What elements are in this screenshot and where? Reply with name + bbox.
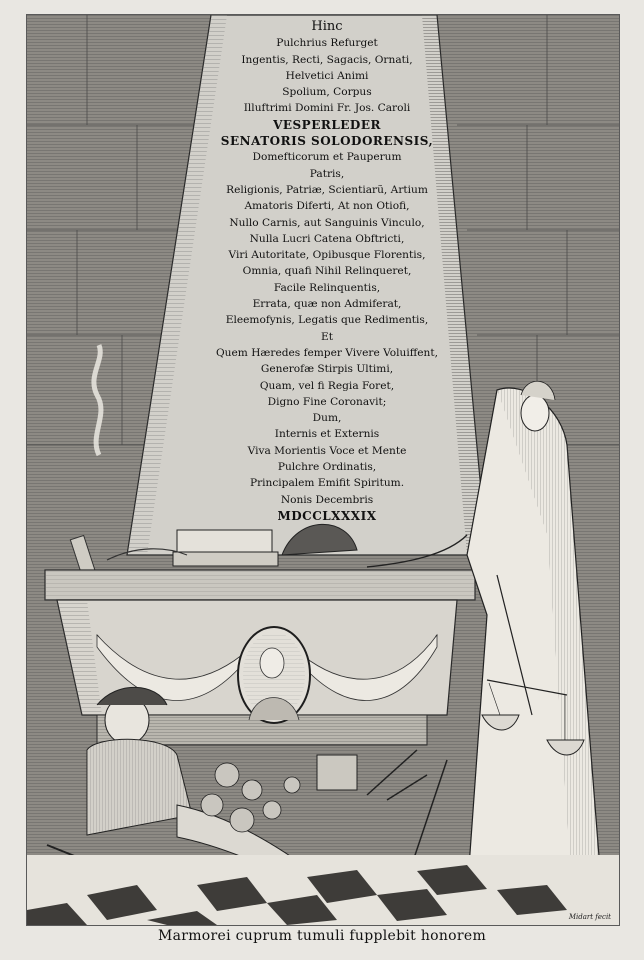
checkered-floor bbox=[27, 855, 619, 925]
inscription-line: Errata, quæ non Admiferat, bbox=[252, 298, 402, 311]
tools bbox=[317, 755, 357, 790]
inscription-line: Pulchrius Refurget bbox=[276, 37, 378, 50]
inscription-line: Internis et Externis bbox=[274, 428, 380, 441]
inscription-line: Et bbox=[321, 330, 333, 343]
engraver-signature: Midart fecit bbox=[568, 913, 611, 921]
inscription-line: Hinc bbox=[311, 19, 343, 34]
inscription-line: Principalem Emifit Spiritum. bbox=[249, 477, 405, 490]
inscription-line: Generofæ Stirpis Ultimi, bbox=[260, 363, 394, 376]
inscription-line: Viva Morientis Voce et Mente bbox=[247, 444, 407, 457]
inscription-line: SENATORIS SOLODORENSIS, bbox=[220, 134, 434, 149]
inscription-line: Nullo Carnis, aut Sanguinis Vinculo, bbox=[229, 216, 425, 229]
epitaph-inscription bbox=[177, 19, 477, 524]
inscription-line: Nonis Decembris bbox=[280, 493, 374, 506]
inscription-line: Pulchre Ordinatis, bbox=[277, 461, 377, 474]
inscription-line: Illuftrimi Domini Fr. Jos. Caroli bbox=[243, 102, 411, 115]
inscription-line: Domefticorum et Pauperum bbox=[252, 151, 402, 164]
inscription-line: Viri Autoritate, Opibusque Florentis, bbox=[228, 249, 426, 262]
inscription-line: Helvetici Animi bbox=[285, 69, 369, 82]
inscription-line: VESPERLEDER bbox=[273, 117, 381, 132]
inscription-line: Religionis, Patriæ, Scientiarũ, Artium bbox=[226, 183, 428, 196]
inscription-line: Nulla Lucri Catena Obftricti, bbox=[249, 232, 405, 245]
inscription-line: Ingentis, Recti, Sagacis, Ornati, bbox=[241, 53, 413, 66]
inscription-line: Patris, bbox=[309, 167, 345, 180]
caption: Marmorei cuprum tumuli fupplebit honorem bbox=[157, 928, 487, 944]
inscription-line: Dum, bbox=[312, 412, 342, 425]
inscription-line: Digno Fine Coronavit; bbox=[267, 395, 387, 408]
engraving-plate bbox=[26, 14, 620, 926]
inscription-line: Spolium, Corpus bbox=[282, 86, 372, 99]
inscription-line: Amatoris Diferti, At non Otiofi, bbox=[244, 200, 410, 213]
inscription-line: Quem Hæredes femper Vivere Voluiffent, bbox=[216, 346, 438, 359]
inscription-line: Facile Relinquentis, bbox=[273, 281, 381, 294]
inscription-line: Omnia, quafi Nihil Relinqueret, bbox=[242, 265, 412, 278]
inscription-line: Eleemofynis, Legatis que Redimentis, bbox=[225, 314, 429, 327]
inscription-line: MDCCLXXXIX bbox=[277, 508, 377, 523]
inscription-line: Quam, vel fi Regia Foret, bbox=[259, 379, 395, 392]
portrait-head bbox=[260, 648, 284, 678]
books bbox=[177, 530, 272, 552]
